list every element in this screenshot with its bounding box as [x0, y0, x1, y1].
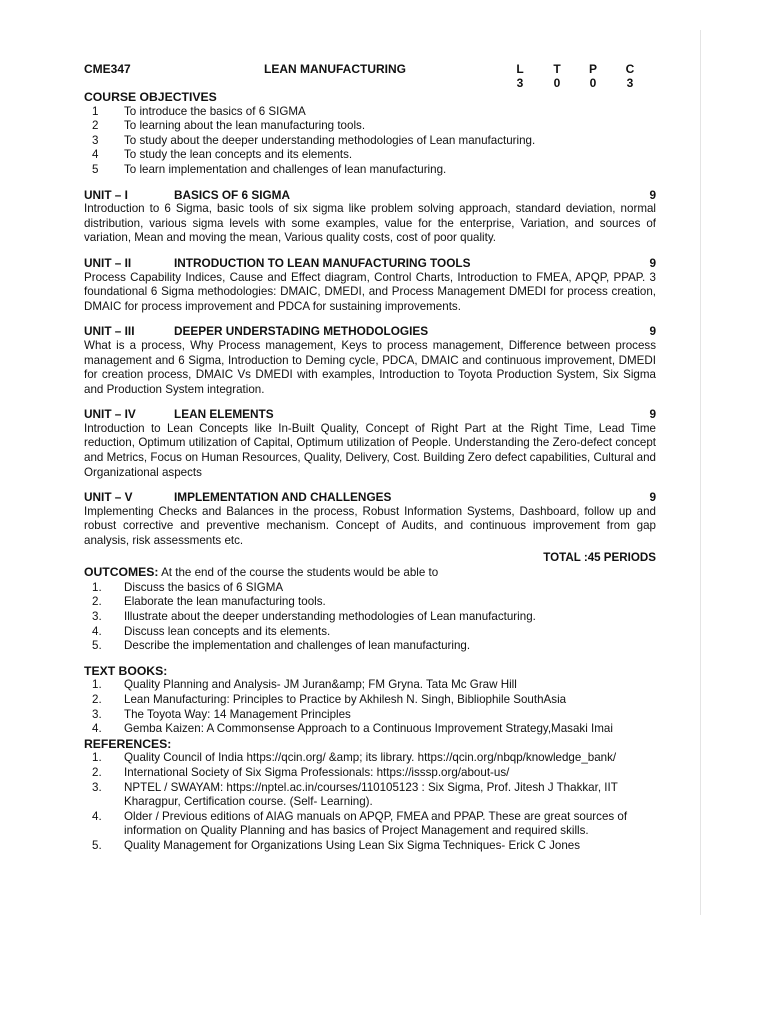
unit-title: BASICS OF 6 SIGMA — [174, 187, 291, 202]
textbooks-list — [84, 678, 656, 736]
unit-hours: 9 — [649, 324, 656, 339]
list-item: 5. Describe the implementation and challenges of lean manufacturing. — [92, 639, 471, 653]
list-item: 2. International Society of Six Sigma Professionals: https://isssp.org/about-us/ — [92, 765, 510, 779]
outcomes-intro: At the end of the course the students would be able to — [158, 566, 439, 580]
list-item: 1. Discuss the basics of 6 SIGMA — [92, 580, 284, 594]
list-item: 5 To learn implementation and challenges of lean manufacturing. — [92, 162, 447, 176]
outcomes-section — [84, 565, 656, 654]
page-edge-rule — [700, 30, 701, 915]
unit-3 — [84, 324, 656, 397]
textbooks-section — [84, 664, 656, 737]
references-heading: REFERENCES: — [84, 736, 172, 751]
list-item: 2 To learning about the lean manufacturing tools. — [92, 119, 366, 133]
unit-2 — [84, 256, 656, 314]
unit-4 — [84, 407, 656, 480]
list-item: 1. Quality Planning and Analysis- JM Juran&amp; FM Gryna. Tata Mc Graw Hill — [92, 678, 517, 692]
outcomes-heading: OUTCOMES: — [84, 565, 159, 580]
course-header — [84, 60, 656, 90]
unit-title: LEAN ELEMENTS — [174, 407, 274, 422]
unit-body: Process Capability Indices, Cause and Effect diagram, Control Charts, Introduction to FMEA, APQP, PPAP. 3 foundational 6 Sigma methodologies: DMAIC, DMEDI, and Process Management DMEDI for process creation, DMAIC for process improvement and PDCA for sustaining improvements. — [84, 270, 656, 313]
list-item: 4. Gemba Kaizen: A Commonsense Approach to a Continuous Improvement Strategy,Masaki Imai — [92, 722, 613, 736]
list-item: 4 To study the lean concepts and its elements. — [92, 148, 353, 162]
list-item: 2. Lean Manufacturing: Principles to Practice by Akhilesh N. Singh, Bibliophile SouthAsia — [92, 692, 567, 706]
unit-number: UNIT – II — [84, 255, 132, 270]
list-item: 3. The Toyota Way: 14 Management Principles — [92, 707, 351, 721]
unit-hours: 9 — [649, 407, 656, 422]
ltpc-l: L 3 — [516, 62, 524, 90]
unit-5 — [84, 490, 656, 548]
list-item: 4. Older / Previous editions of AIAG manuals on APQP, FMEA and PPAP. These are great sources of information on Quality Planning and has basics of Project Management and required skills. — [92, 809, 628, 838]
unit-number: UNIT – III — [84, 324, 135, 339]
unit-hours: 9 — [649, 255, 656, 270]
unit-hours: 9 — [649, 490, 656, 505]
unit-hours: 9 — [649, 187, 656, 202]
objectives-heading: COURSE OBJECTIVES — [84, 90, 217, 104]
ltpc-p: P 0 — [588, 62, 597, 90]
unit-body: What is a process, Why Process management, Keys to process management, Difference between process management and 6 Sigma, Introduction to Deming cycle, PDCA, DMAIC and continuous improvement, DMEDI for creation process, DMAIC Vs DMEDI with examples, Introduction to Toyota Production System, Six Sigma and Production System integration. — [84, 338, 656, 396]
course-title: LEAN MANUFACTURING — [264, 62, 406, 76]
references-list — [84, 751, 656, 853]
list-item: 3. NPTEL / SWAYAM: https://nptel.ac.in/courses/110105123 : Six Sigma, Prof. Jitesh J Thakkar, IIT Kharagpur, Certification course. (Self- Learning). — [92, 780, 618, 809]
course-code: CME347 — [84, 62, 131, 76]
objectives-list — [84, 105, 656, 178]
unit-number: UNIT – IV — [84, 407, 136, 422]
list-item: 4. Discuss lean concepts and its elements. — [92, 624, 331, 638]
unit-number: UNIT – V — [84, 490, 133, 505]
unit-title: DEEPER UNDERSTADING METHODOLOGIES — [174, 324, 429, 339]
list-item: 3. Illustrate about the deeper understanding methodologies of Lean manufacturing. — [92, 610, 536, 623]
outcomes-list — [84, 581, 656, 654]
unit-number: UNIT – I — [84, 187, 128, 202]
total-periods: TOTAL :45 PERIODS — [543, 550, 656, 564]
unit-1 — [84, 188, 656, 246]
references-section — [84, 737, 656, 854]
list-item: 2. Elaborate the lean manufacturing tools. — [92, 595, 326, 609]
unit-title: IMPLEMENTATION AND CHALLENGES — [174, 490, 392, 505]
unit-title: INTRODUCTION TO LEAN MANUFACTURING TOOLS — [174, 255, 471, 270]
list-item: 1 To introduce the basics of 6 SIGMA — [92, 104, 306, 118]
ltpc-c: C 3 — [625, 62, 635, 90]
textbooks-heading: TEXT BOOKS: — [84, 663, 168, 678]
syllabus-page — [84, 60, 656, 854]
unit-body: Introduction to 6 Sigma, basic tools of six sigma like problem solving approach, standard deviation, normal distribution, various sigma levels with some examples, value for the enterprise, Variation, and sources of variation, Mean and moving the mean, Various quality costs, cost of poor quality. — [84, 202, 656, 245]
unit-body: Implementing Checks and Balances in the process, Robust Information Systems, Dashboard, follow up and robust corrective and preventive mechanism. Concept of Audits, and continuous improvement from gap analysis, risk assessments etc. — [84, 504, 656, 548]
list-item: 5. Quality Management for Organizations Using Lean Six Sigma Techniques- Erick C Jones — [92, 838, 581, 852]
unit-body: Introduction to Lean Concepts like In-Built Quality, Concept of Right Part at the Right Time, Lead Time reduction, Optimum utilization of Capital, Optimum utilization of People. Understanding the Zero-defect concept and Metrics, Focus on Human Resources, Quality, Delivery, Cost. Building Zero defect capabilities, Cultural and Organizational aspects — [84, 421, 656, 479]
list-item: 1. Quality Council of India https://qcin.org/ &amp; its library. https://qcin.org/nbqp/knowledge_bank/ — [92, 751, 617, 765]
list-item: 3 To study about the deeper understanding methodologies of Lean manufacturing. — [92, 133, 536, 147]
ltpc-t: T 0 — [553, 62, 561, 90]
